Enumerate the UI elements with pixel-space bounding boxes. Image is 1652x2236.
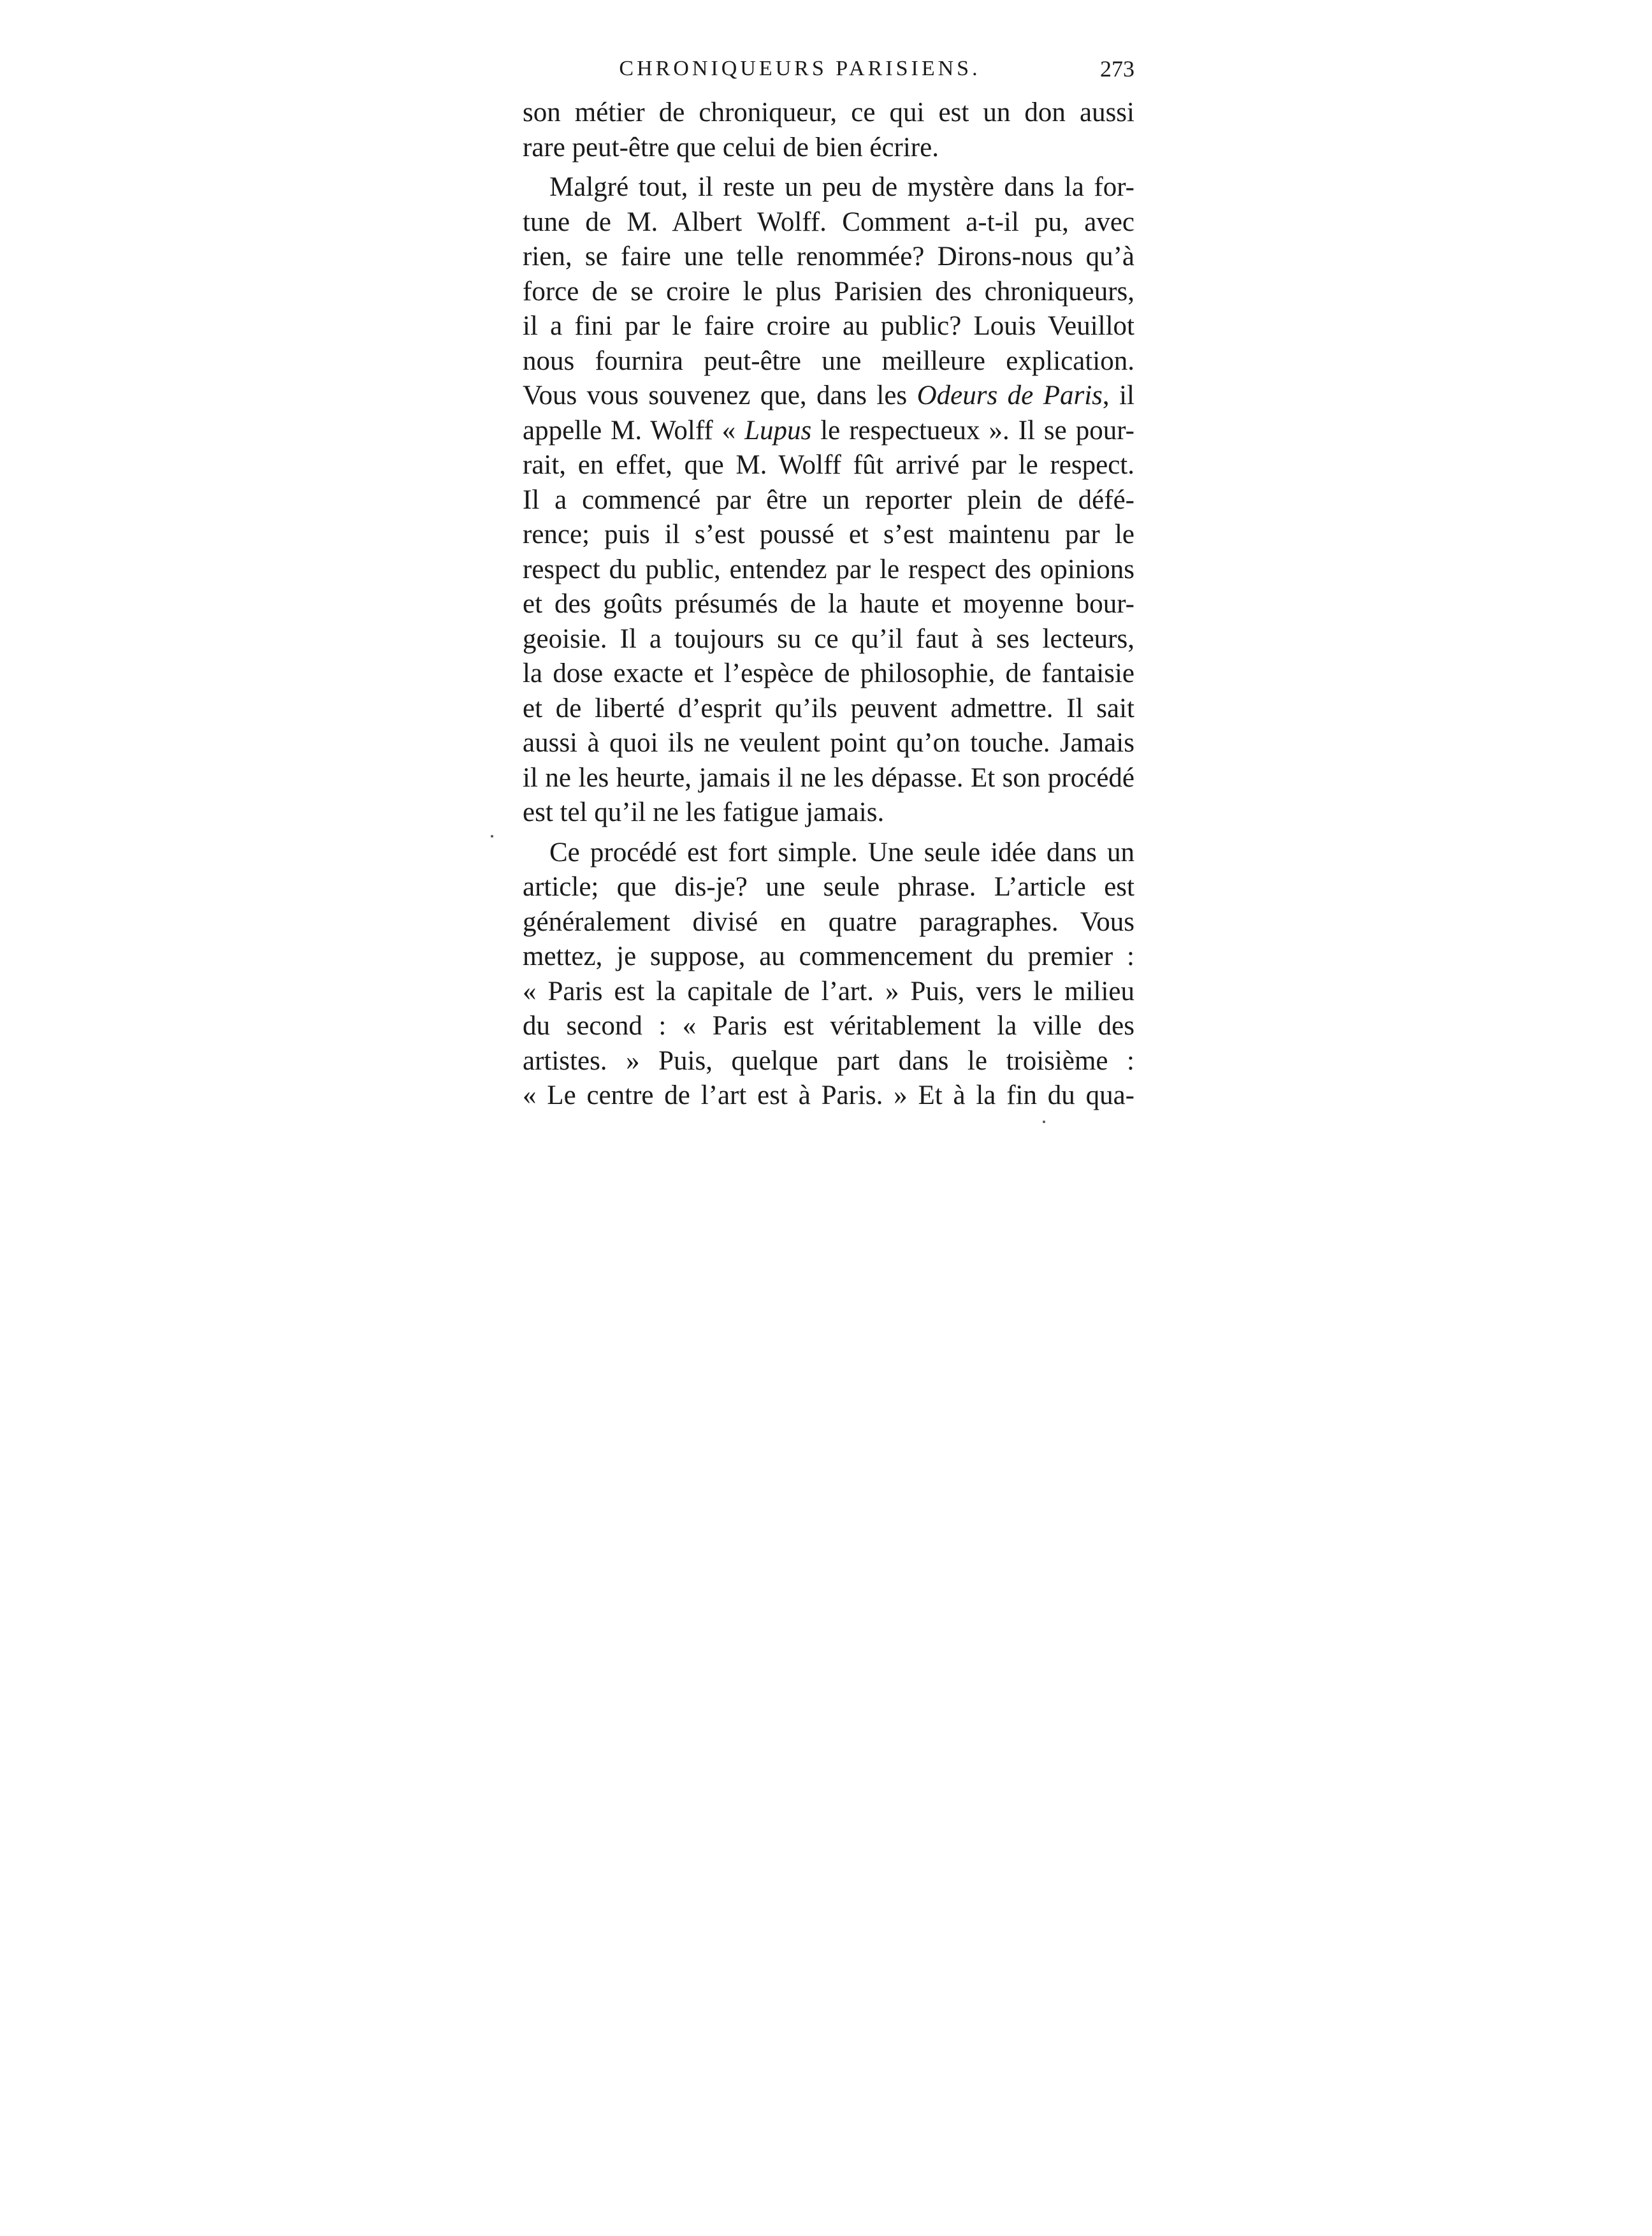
body-text [523, 96, 1134, 1114]
text-line: Ce procédé est fort simple. Une seule idée dans un [549, 837, 1134, 868]
text-line: Il a commencé par être un reporter plein de défé- [523, 484, 1134, 515]
running-title: CHRONIQUEURS PARISIENS. [619, 57, 981, 80]
text-line: « Paris est la capitale de l’art. » Puis, vers le milieu [523, 976, 1134, 1006]
text-line: article; que dis-je? une seule phrase. L’article est [523, 872, 1134, 902]
text-line: geoisie. Il a toujours su ce qu’il faut à ses lecteurs, [523, 623, 1134, 654]
text-line-with-italic [523, 379, 1134, 414]
text-line: et des goûts présumés de la haute et moyenne bour- [523, 589, 1134, 619]
text-line: il ne les heurte, jamais il ne les dépasse. Et son procédé [523, 762, 1134, 793]
text-segment: , il [1102, 381, 1134, 410]
text-line: tune de M. Albert Wolff. Comment a-t-il pu, avec [523, 207, 1134, 237]
text-line: artistes. » Puis, quelque part dans le troisième : [523, 1045, 1134, 1076]
italic-title: Odeurs de Paris [917, 381, 1103, 410]
text-segment: le respectueux ». Il se pour- [811, 415, 1134, 446]
italic-name: Lupus [744, 415, 812, 446]
text-line: rare peut-être que celui de bien écrire. [523, 132, 939, 163]
text-line: nous fournira peut-être une meilleure explication. [523, 345, 1134, 376]
paragraph-3 [523, 836, 1134, 1114]
text-line: rien, se faire une telle renommée? Dirons-nous qu’à [523, 242, 1134, 272]
page-number: 273 [1100, 56, 1134, 82]
text-line: force de se croire le plus Parisien des chroniqueurs, [523, 276, 1134, 307]
text-line: son métier de chroniqueur, ce qui est un don aussi [523, 98, 1134, 127]
text-line: « Le centre de l’art est à Paris. » Et à la fin du qua- [523, 1080, 1134, 1110]
text-line-with-italic [523, 414, 1134, 449]
paragraph-1 [523, 96, 1134, 165]
text-line: du second : « Paris est véritablement la ville des [523, 1011, 1134, 1041]
text-segment: appelle M. Wolff « [523, 415, 736, 446]
text-line: rence; puis il s’est poussé et s’est maintenu par le [523, 519, 1134, 549]
text-line: est tel qu’il ne les fatigue jamais. [523, 797, 885, 827]
text-line: généralement divisé en quatre paragraphes. Vous [523, 906, 1134, 937]
text-line: mettez, je suppose, au commencement du premier : [523, 941, 1134, 971]
paragraph-2 [523, 170, 1134, 831]
text-segment: Vous vous souvenez que, dans les [523, 381, 908, 410]
text-line: il a fini par le faire croire au public? Louis Veuillot [523, 311, 1134, 341]
scan-speck [491, 835, 493, 838]
text-line: la dose exacte et l’espèce de philosophie, de fantaisie [523, 658, 1134, 688]
text-line: aussi à quoi ils ne veulent point qu’on touche. Jamais [523, 728, 1134, 758]
text-line: respect du public, entendez par le respect des opinions [523, 554, 1134, 584]
text-line: rait, en effet, que M. Wolff fût arrivé par le respect. [523, 450, 1134, 480]
running-head [523, 50, 1134, 88]
scan-speck [1043, 1121, 1045, 1123]
text-line: et de liberté d’esprit qu’ils peuvent admettre. Il sait [523, 693, 1134, 723]
text-line: Malgré tout, il reste un peu de mystère dans la for- [549, 172, 1134, 202]
